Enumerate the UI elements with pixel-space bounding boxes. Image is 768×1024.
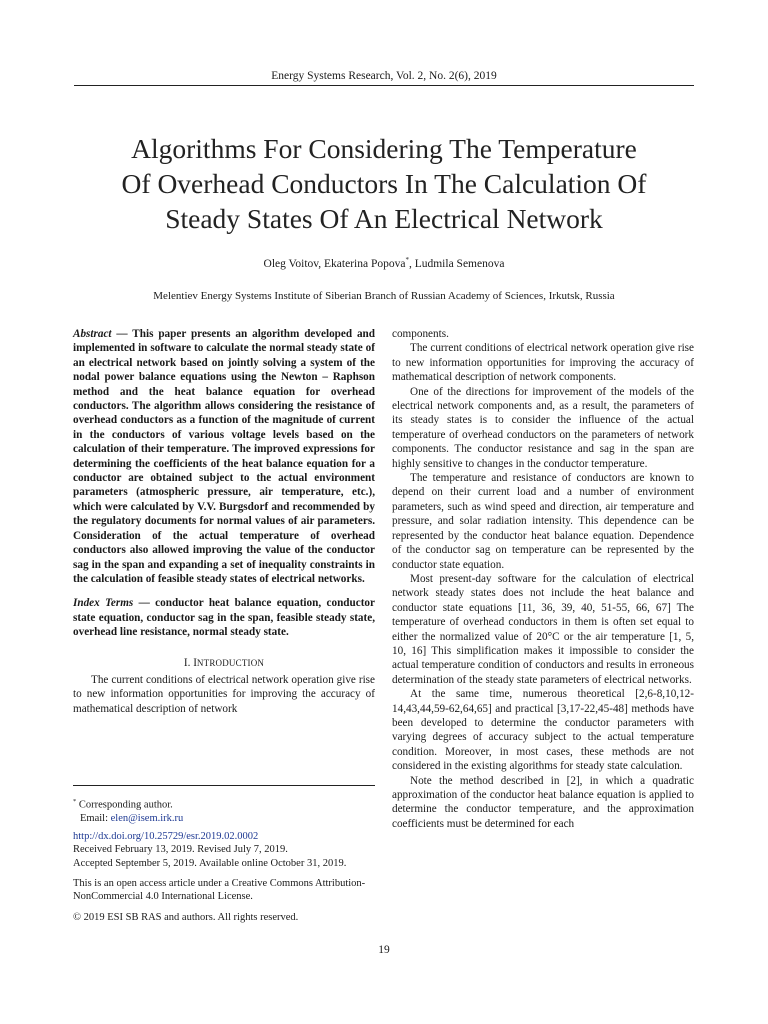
paragraph: One of the directions for improvement of the models of the electrical network components and, as a result, the parameters of its steady states is to consider the influence of the actual temperature of overhead conductors on the parameters of network components. The conductor resistance and sag in the span are highly sensitive to changes in the conductor temperature. (392, 385, 694, 470)
corresponding-author-note (73, 795, 375, 812)
title-line-3: Steady States Of An Electrical Network (165, 203, 603, 234)
paper-title (74, 131, 694, 236)
section-initial: I (193, 656, 197, 669)
index-terms (73, 596, 375, 639)
copyright-note: © 2019 ESI SB RAS and authors. All rights reserved. (73, 911, 299, 923)
corresponding-author-mark: * (405, 256, 409, 264)
abstract (73, 327, 375, 586)
authors-text-1: Oleg Voitov, Ekaterina Popova (263, 257, 406, 270)
paragraph: Most present-day software for the calculation of electrical network steady states does not include the heat balance and conductor state equations [11, 36, 39, 40, 51-55, 66, 67] The temperature of overhead conductors in them is often set equal to either the normalized value of 20°C or the air temperature [1, 5, 10, 16] This simplification makes it impossible to consider the actual temperature condition of conductors and results in erroneous determination of the steady state parameters of electrical networks. (392, 572, 694, 686)
abstract-label: Abstract (73, 328, 112, 340)
index-terms-text: — conductor heat balance equation, conductor state equation, conductor sag in the span, feasible steady state, overhead line resistance, normal steady state. (73, 597, 375, 639)
affiliation: Melentiev Energy Systems Institute of Siberian Branch of Russian Academy of Sciences, Irkutsk, Russia (153, 290, 615, 302)
paragraph: At the same time, numerous theoretical [2,6-8,10,12-14,43,44,59-62,64,65] and practical [3,17-22,45-48] methods have been developed to determine the conductor parameters with varying degrees of accuracy subject to the actual temperature condition. Moreover, in most cases, these methods are not considered in the existing algorithms for steady state calculation. (392, 688, 694, 773)
received-dates: Received February 13, 2019. Revised July 7, 2019. (73, 844, 288, 856)
paragraph: The temperature and resistance of conductors are known to depend on their current load and a number of environment parameters, such as wind speed and direction, air temperature and pressure, and solar radiation intensity. This dependence can be represented by the conductor heat balance equation. Dependence of the conductor sag on temperature can be represented by the conductor state equation. (392, 472, 694, 571)
corresponding-text: Corresponding author. (76, 799, 173, 811)
right-column (392, 327, 694, 831)
paragraph: The current conditions of electrical network operation give rise to new information opportunities for improving the accuracy of mathematical description of network components. (392, 342, 694, 384)
page-number: 19 (378, 944, 390, 956)
title-line-1: Algorithms For Considering The Temperature (131, 133, 637, 164)
index-terms-label: Index Terms (73, 597, 134, 610)
abstract-text: — This paper presents an algorithm developed and implemented in software to calculate the normal steady state of an electrical network based on jointly solving a system of the nodal power balance equations using the Newton – Raphson method and the heat balance equation for overhead conductors. The algorithm allows considering the resistance of overhead conductors as a function of the magnitude of current in the conductors of various voltage levels based on the calculation of their temperature. The improved expressions for determining the coefficients of the heat balance equation for a conductor are obtained subject to the actual environment parameters (atmospheric pressure, air temperature, etc.), which were calculated by V.V. Burgsdorf and recommended by the regulatory documents for normal values of air parameters. Consideration of the actual temperature of overhead conductors also allowed improving the value of the conductor sag in the span and expanding a set of inequality constraints in the calculation of feasible steady states of electrical networks. (73, 328, 375, 585)
email-line (73, 812, 375, 825)
email-label: Email: (80, 812, 111, 824)
header-divider (74, 85, 694, 86)
paragraph-continued: components. (392, 328, 449, 340)
journal-header: Energy Systems Research, Vol. 2, No. 2(6), 2019 (271, 70, 497, 82)
corresponding-mark: * (73, 798, 77, 805)
license-note: This is an open access article under a Creative Commons Attribution-NonCommercial 4.0 International License. (73, 877, 366, 903)
section-heading-introduction (73, 656, 375, 670)
left-column (73, 327, 375, 716)
section-number: I. (183, 656, 194, 669)
footnote-divider (73, 785, 375, 786)
paragraph: Note the method described in [2], in which a quadratic approximation of the conductor heat balance equation is applied to determine the conductor temperature, and the approximation coefficients must be determined for each (392, 774, 694, 830)
author-list (74, 256, 694, 270)
accepted-dates: Accepted September 5, 2019. Available online October 31, 2019. (73, 857, 347, 869)
section-title-rest: NTRODUCTION (196, 657, 265, 668)
intro-paragraph: The current conditions of electrical network operation give rise to new information opportunities for improving the accuracy of mathematical description of network (73, 673, 375, 715)
email-link[interactable]: elen@isem.irk.ru (110, 812, 184, 824)
doi-link[interactable]: http://dx.doi.org/10.25729/esr.2019.02.0002 (73, 831, 259, 843)
authors-text-2: , Ludmila Semenova (408, 257, 505, 270)
title-line-2: Of Overhead Conductors In The Calculation Of (121, 168, 647, 199)
footnotes (73, 795, 375, 924)
